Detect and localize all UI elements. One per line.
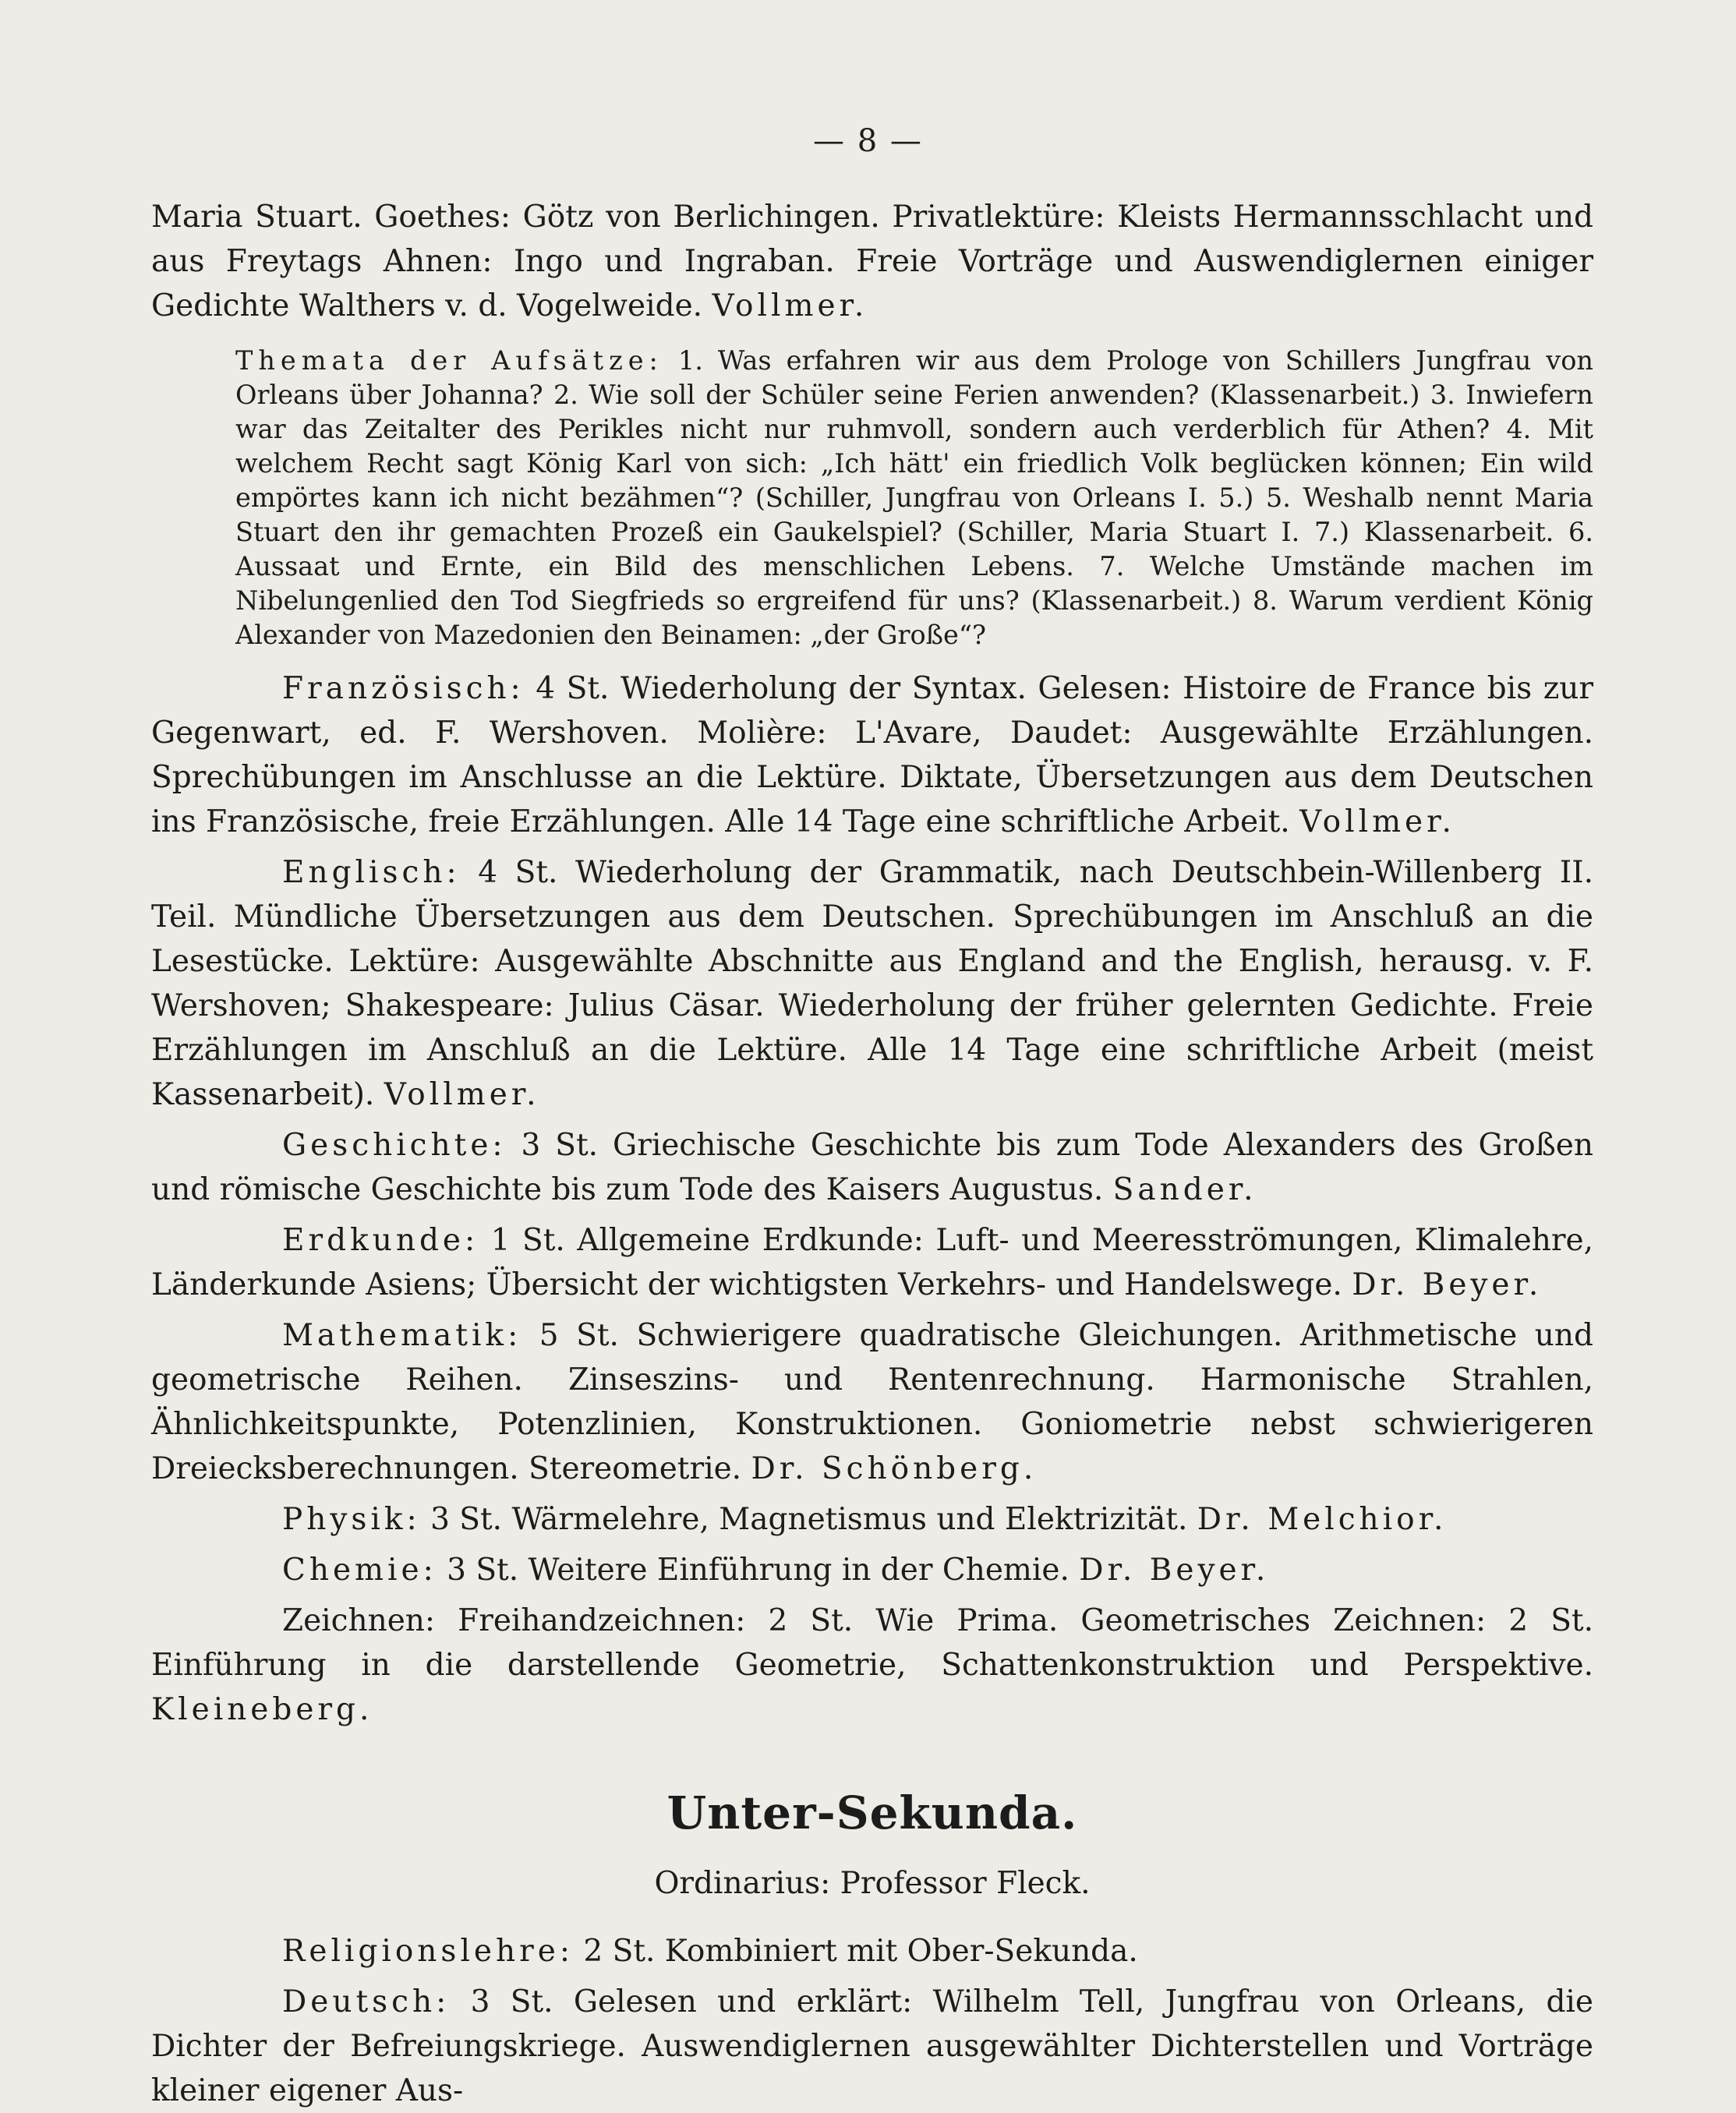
subject-name: Englisch: (282, 855, 461, 890)
teacher-name: Kleineberg. (151, 1692, 373, 1727)
subject-name: Geschichte: (282, 1128, 507, 1163)
subject-name: Mathematik: (282, 1318, 522, 1353)
subject-geography (151, 1218, 1593, 1307)
section-ordinarius: Ordinarius: Professor Fleck. (654, 1866, 1091, 1901)
subject-religion (151, 1929, 1593, 1973)
subject-drawing (151, 1599, 1593, 1732)
intro-text: Maria Stuart. Goethes: Götz von Berlichingen. Privatlektüre: Kleists Hermannsschlacht und aus Freytags Ahnen: Ingo und Ingraban. Freie Vorträge und Auswendiglernen einiger Gedichte Walthers v. d. Vogelweide. (151, 200, 1593, 323)
teacher-name: Vollmer. (1299, 804, 1455, 839)
subject-text: 3 St. Weitere Einführung in der Chemie. (447, 1553, 1070, 1588)
subject-name: Chemie: (282, 1553, 437, 1588)
page-content (151, 195, 1593, 2113)
intro-paragraph (151, 195, 1593, 328)
essay-topics-text: 1. Was erfahren wir aus dem Prologe von Schillers Jungfrau von Orleans über Johanna? 2. Wie soll der Schüler seine Ferien anwenden? (Klassenarbeit.) 3. Inwiefern war das Zeitalter des Perikles nicht nur ruhmvoll, sondern auch verderblich für Athen? 4. Mit welchem Recht sagt König Karl von sich: „Ich hätt' ein friedlich Volk beglücken können; Ein wild empörtes kann ich nicht bezähmen“? (Schiller, Jungfrau von Orleans I. 5.) 5. Weshalb nennt Maria Stuart den ihr gemachten Prozeß ein Gaukelspiel? (Schiller, Maria Stuart I. 7.) Klassenarbeit. 6. Aussaat und Ernte, ein Bild des menschlichen Lebens. 7. Welche Umstände machen im Nibelungenlied den Tod Siegfrieds so ergreifend für uns? (Klassenarbeit.) 8. Warum verdient König Alexander von Mazedonien den Beinamen: „der Große“? (235, 345, 1593, 650)
subject-text: 3 St. Griechische Geschichte bis zum Tode Alexanders des Großen und römische Geschichte bis zum Tode des Kaisers Augustus. (151, 1128, 1593, 1207)
subject-chemistry (151, 1548, 1593, 1592)
page-number: — 8 — (813, 123, 923, 159)
teacher-name: Dr. Melchior. (1197, 1502, 1448, 1537)
teacher-name: Sander. (1112, 1172, 1257, 1207)
subject-german (151, 1980, 1593, 2113)
subject-history (151, 1123, 1593, 1212)
subject-text: 1 St. Allgemeine Erdkunde: Luft- und Meeresströmungen, Klimalehre, Länderkunde Asiens; Übersicht der wichtigsten Verkehrs- und Handelswege. (151, 1223, 1593, 1302)
subject-name: Deutsch: (282, 1984, 451, 2019)
essay-topics-label: Themata der Aufsätze: (235, 345, 663, 376)
teacher-name: Dr. Beyer. (1352, 1267, 1543, 1302)
subject-name: Zeichnen: (282, 1603, 436, 1638)
subject-text: 3 St. Gelesen und erklärt: Wilhelm Tell, Jungfrau von Orleans, die Dichter der Befreiungskriege. Auswendiglernen ausgewählter Dichterstellen und Vorträge kleiner eigener Aus- (151, 1984, 1593, 2108)
subject-text: 3 St. Wärmelehre, Magnetismus und Elektrizität. (430, 1502, 1188, 1537)
subject-name: Erdkunde: (282, 1223, 479, 1258)
subject-name: Religionslehre: (282, 1934, 574, 1969)
subject-text: 4 St. Wiederholung der Syntax. Gelesen: Histoire de France bis zur Gegenwart, ed. F. Wershoven. Molière: L'Avare, Daudet: Ausgewählte Erzählungen. Sprechübungen im Anschlusse an die Lektüre. Diktate, Übersetzungen aus dem Deutschen ins Französische, freie Erzählungen. Alle 14 Tage eine schriftliche Arbeit. (151, 671, 1593, 839)
subject-mathematics (151, 1313, 1593, 1491)
teacher-name: Dr. Schönberg. (751, 1451, 1038, 1486)
section-heading: Unter-Sekunda. (666, 1786, 1078, 1839)
essay-topics (235, 344, 1593, 652)
subject-text: 5 St. Schwierigere quadratische Gleichungen. Arithmetische und geometrische Reihen. Zinseszins- und Rentenrechnung. Harmonische Strahlen, Ähnlichkeitspunkte, Potenzlinien, Konstruktionen. Goniometrie nebst schwierigeren Dreiecksberechnungen. Stereometrie. (151, 1318, 1593, 1486)
teacher-name: Dr. Beyer. (1079, 1553, 1270, 1588)
subject-french (151, 666, 1593, 844)
subject-text: Freihandzeichnen: 2 St. Wie Prima. Geometrisches Zeichnen: 2 St. Einführung in die darstellende Geometrie, Schattenkonstruktion und Perspektive. (151, 1603, 1593, 1683)
subject-text: 4 St. Wiederholung der Grammatik, nach Deutschbein-Willenberg II. Teil. Mündliche Übersetzungen aus dem Deutschen. Sprechübungen im Anschluß an die Lesestücke. Lektüre: Ausgewählte Abschnitte aus England and the English, herausg. v. F. Wershoven; Shakespeare: Julius Cäsar. Wiederholung der früher gelernten Gedichte. Freie Erzählungen im Anschluß an die Lektüre. Alle 14 Tage eine schriftliche Arbeit (meist Kassenarbeit). (151, 855, 1593, 1112)
teacher-name: Vollmer. (384, 1077, 540, 1112)
subject-name: Französisch: (282, 671, 525, 706)
subject-english (151, 850, 1593, 1117)
teacher-name: Vollmer. (712, 288, 868, 323)
subject-text: 2 St. Kombiniert mit Ober-Sekunda. (583, 1934, 1138, 1969)
subject-name: Physik: (282, 1502, 421, 1537)
subject-physics (151, 1497, 1593, 1542)
